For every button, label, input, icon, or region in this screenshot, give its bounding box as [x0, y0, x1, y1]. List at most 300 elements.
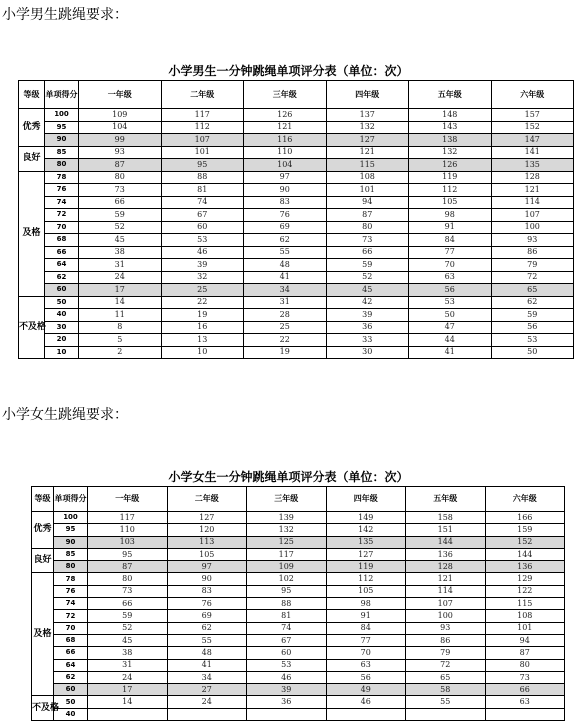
value-cell: 36: [247, 696, 327, 708]
score-cell: 70: [54, 622, 88, 634]
table-row: [19, 234, 574, 247]
value-cell: 112: [409, 184, 492, 197]
value-cell: 110: [244, 146, 327, 159]
grade-header: 一年级: [88, 487, 168, 512]
value-cell: 55: [244, 246, 327, 259]
table-row: [19, 334, 574, 347]
value-cell: 80: [88, 573, 168, 585]
header-row: [19, 81, 574, 109]
value-cell: 16: [161, 321, 244, 334]
value-cell: [167, 708, 247, 720]
value-cell: 115: [485, 598, 565, 610]
value-cell: 34: [244, 284, 327, 297]
value-cell: 127: [326, 134, 409, 147]
value-cell: 159: [485, 524, 565, 536]
value-cell: 112: [326, 573, 406, 585]
table-row: [19, 184, 574, 197]
value-cell: 97: [244, 171, 327, 184]
value-cell: 166: [485, 512, 565, 524]
value-cell: 32: [161, 271, 244, 284]
value-cell: 121: [406, 573, 486, 585]
grade-header: 二年级: [167, 487, 247, 512]
value-cell: 93: [406, 622, 486, 634]
value-cell: 105: [409, 196, 492, 209]
value-cell: 62: [244, 234, 327, 247]
value-cell: 117: [161, 109, 244, 122]
score-cell: 100: [45, 109, 79, 122]
points-header: 单项得分: [45, 81, 79, 109]
value-cell: 108: [485, 610, 565, 622]
grade-header: 三年级: [244, 81, 327, 109]
grade-header: 四年级: [326, 81, 409, 109]
score-cell: 85: [45, 146, 79, 159]
value-cell: 73: [79, 184, 162, 197]
value-cell: 87: [326, 209, 409, 222]
table-row: [32, 696, 565, 708]
value-cell: 74: [161, 196, 244, 209]
value-cell: 44: [409, 334, 492, 347]
grade-header: 五年级: [409, 81, 492, 109]
table-row: [32, 512, 565, 524]
score-cell: 80: [45, 159, 79, 172]
value-cell: 88: [247, 598, 327, 610]
score-cell: 10: [45, 346, 79, 359]
value-cell: 65: [406, 671, 486, 683]
value-cell: 27: [167, 684, 247, 696]
score-cell: 74: [45, 196, 79, 209]
value-cell: 34: [167, 671, 247, 683]
value-cell: 60: [247, 647, 327, 659]
value-cell: 147: [491, 134, 574, 147]
score-cell: 74: [54, 598, 88, 610]
value-cell: 76: [244, 209, 327, 222]
value-cell: 72: [491, 271, 574, 284]
table-row: [19, 209, 574, 222]
value-cell: 101: [485, 622, 565, 634]
girls-section-heading: 小学女生跳绳要求：: [2, 407, 128, 423]
table-row: [32, 598, 565, 610]
score-cell: 72: [45, 209, 79, 222]
table-row: [32, 573, 565, 585]
value-cell: 10: [161, 346, 244, 359]
value-cell: 66: [326, 246, 409, 259]
value-cell: 94: [485, 634, 565, 646]
value-cell: 93: [491, 234, 574, 247]
value-cell: 70: [326, 647, 406, 659]
value-cell: 17: [79, 284, 162, 297]
value-cell: 52: [326, 271, 409, 284]
grade-header: 三年级: [247, 487, 327, 512]
value-cell: 39: [326, 309, 409, 322]
boys-score-table: [18, 80, 574, 359]
table-row: [32, 536, 565, 548]
value-cell: 122: [485, 585, 565, 597]
value-cell: 90: [167, 573, 247, 585]
value-cell: 45: [326, 284, 409, 297]
score-cell: 95: [54, 524, 88, 536]
value-cell: 135: [491, 159, 574, 172]
value-cell: [326, 708, 406, 720]
value-cell: 113: [167, 536, 247, 548]
value-cell: 56: [491, 321, 574, 334]
value-cell: 107: [406, 598, 486, 610]
value-cell: 8: [79, 321, 162, 334]
value-cell: 22: [161, 296, 244, 309]
value-cell: 48: [167, 647, 247, 659]
value-cell: 14: [88, 696, 168, 708]
level-cell: 不及格: [32, 696, 54, 721]
value-cell: 14: [79, 296, 162, 309]
value-cell: 49: [326, 684, 406, 696]
score-cell: 60: [45, 284, 79, 297]
table-row: [19, 171, 574, 184]
value-cell: 149: [326, 512, 406, 524]
value-cell: 142: [326, 524, 406, 536]
value-cell: 56: [409, 284, 492, 297]
value-cell: 129: [485, 573, 565, 585]
value-cell: 114: [491, 196, 574, 209]
score-cell: 90: [54, 536, 88, 548]
value-cell: 107: [161, 134, 244, 147]
value-cell: 128: [406, 561, 486, 573]
value-cell: 17: [88, 684, 168, 696]
value-cell: 104: [244, 159, 327, 172]
value-cell: 13: [161, 334, 244, 347]
value-cell: 121: [491, 184, 574, 197]
level-cell: 及格: [19, 171, 45, 296]
table-row: [19, 321, 574, 334]
value-cell: 72: [406, 659, 486, 671]
girls-table-caption: 小学女生一分钟跳绳单项评分表（单位：次）: [168, 470, 409, 484]
value-cell: 138: [409, 134, 492, 147]
table-row: [19, 346, 574, 359]
value-cell: 66: [79, 196, 162, 209]
score-cell: 50: [45, 296, 79, 309]
value-cell: 42: [326, 296, 409, 309]
value-cell: 101: [161, 146, 244, 159]
score-cell: 78: [45, 171, 79, 184]
value-cell: 77: [409, 246, 492, 259]
value-cell: 132: [247, 524, 327, 536]
score-cell: 76: [54, 585, 88, 597]
table-row: [19, 109, 574, 122]
value-cell: 87: [88, 561, 168, 573]
value-cell: 151: [406, 524, 486, 536]
girls-score-table: [31, 486, 565, 721]
value-cell: 62: [167, 622, 247, 634]
value-cell: 52: [88, 622, 168, 634]
value-cell: [88, 708, 168, 720]
value-cell: 104: [79, 121, 162, 134]
table-row: [32, 634, 565, 646]
value-cell: 74: [247, 622, 327, 634]
value-cell: 120: [167, 524, 247, 536]
value-cell: 105: [167, 548, 247, 560]
value-cell: 121: [244, 121, 327, 134]
value-cell: 137: [326, 109, 409, 122]
level-cell: 优秀: [19, 109, 45, 147]
value-cell: 56: [326, 671, 406, 683]
table-row: [32, 684, 565, 696]
table-row: [19, 271, 574, 284]
value-cell: 67: [161, 209, 244, 222]
score-cell: 40: [45, 309, 79, 322]
value-cell: 107: [491, 209, 574, 222]
table-row: [19, 159, 574, 172]
value-cell: 136: [485, 561, 565, 573]
value-cell: 30: [326, 346, 409, 359]
value-cell: 143: [409, 121, 492, 134]
score-cell: 76: [45, 184, 79, 197]
value-cell: 116: [244, 134, 327, 147]
value-cell: 87: [79, 159, 162, 172]
table-row: [32, 659, 565, 671]
value-cell: 158: [406, 512, 486, 524]
value-cell: 79: [406, 647, 486, 659]
score-cell: 80: [54, 561, 88, 573]
value-cell: 55: [406, 696, 486, 708]
value-cell: 95: [247, 585, 327, 597]
value-cell: 19: [244, 346, 327, 359]
value-cell: 110: [88, 524, 168, 536]
value-cell: 24: [79, 271, 162, 284]
value-cell: 79: [491, 259, 574, 272]
header-row: [32, 487, 565, 512]
value-cell: 117: [88, 512, 168, 524]
value-cell: 148: [409, 109, 492, 122]
value-cell: 100: [491, 221, 574, 234]
table-row: [19, 309, 574, 322]
value-cell: 19: [161, 309, 244, 322]
value-cell: 77: [326, 634, 406, 646]
value-cell: 67: [247, 634, 327, 646]
value-cell: [247, 708, 327, 720]
value-cell: 24: [167, 696, 247, 708]
value-cell: 73: [485, 671, 565, 683]
value-cell: 65: [491, 284, 574, 297]
value-cell: 126: [244, 109, 327, 122]
score-cell: 40: [54, 708, 88, 720]
level-cell: 优秀: [32, 512, 54, 549]
value-cell: 98: [409, 209, 492, 222]
score-cell: 66: [54, 647, 88, 659]
value-cell: 53: [161, 234, 244, 247]
value-cell: 41: [244, 271, 327, 284]
value-cell: 101: [326, 184, 409, 197]
value-cell: 41: [167, 659, 247, 671]
value-cell: 86: [491, 246, 574, 259]
grade-header: 六年级: [491, 81, 574, 109]
table-row: [19, 296, 574, 309]
table-row: [32, 647, 565, 659]
score-cell: 50: [54, 696, 88, 708]
value-cell: 38: [88, 647, 168, 659]
table-row: [32, 622, 565, 634]
value-cell: 91: [326, 610, 406, 622]
value-cell: 157: [491, 109, 574, 122]
score-cell: 72: [54, 610, 88, 622]
table-row: [32, 610, 565, 622]
value-cell: 59: [326, 259, 409, 272]
value-cell: 39: [161, 259, 244, 272]
value-cell: 50: [491, 346, 574, 359]
value-cell: 108: [326, 171, 409, 184]
value-cell: 84: [326, 622, 406, 634]
value-cell: 22: [244, 334, 327, 347]
value-cell: 11: [79, 309, 162, 322]
value-cell: 119: [326, 561, 406, 573]
value-cell: 132: [326, 121, 409, 134]
value-cell: 98: [326, 598, 406, 610]
value-cell: 53: [409, 296, 492, 309]
value-cell: 80: [79, 171, 162, 184]
score-cell: 62: [45, 271, 79, 284]
value-cell: 109: [247, 561, 327, 573]
level-header: 等级: [32, 487, 54, 512]
value-cell: 136: [406, 548, 486, 560]
value-cell: 81: [161, 184, 244, 197]
value-cell: 73: [88, 585, 168, 597]
value-cell: 115: [326, 159, 409, 172]
value-cell: 97: [167, 561, 247, 573]
value-cell: 45: [79, 234, 162, 247]
value-cell: 31: [79, 259, 162, 272]
level-header: 等级: [19, 81, 45, 109]
level-cell: 良好: [19, 146, 45, 171]
score-cell: 62: [54, 671, 88, 683]
value-cell: 39: [247, 684, 327, 696]
value-cell: [406, 708, 486, 720]
level-cell: 良好: [32, 548, 54, 573]
value-cell: 69: [244, 221, 327, 234]
value-cell: 139: [247, 512, 327, 524]
value-cell: 59: [491, 309, 574, 322]
score-cell: 68: [54, 634, 88, 646]
value-cell: 52: [79, 221, 162, 234]
table-row: [32, 548, 565, 560]
value-cell: 91: [409, 221, 492, 234]
score-cell: 64: [45, 259, 79, 272]
value-cell: 128: [491, 171, 574, 184]
value-cell: 112: [161, 121, 244, 134]
score-cell: 20: [45, 334, 79, 347]
value-cell: 66: [88, 598, 168, 610]
value-cell: 58: [406, 684, 486, 696]
table-row: [19, 259, 574, 272]
value-cell: 66: [485, 684, 565, 696]
table-row: [19, 284, 574, 297]
value-cell: 127: [326, 548, 406, 560]
table-row: [32, 708, 565, 720]
value-cell: 99: [79, 134, 162, 147]
table-row: [19, 246, 574, 259]
value-cell: 86: [406, 634, 486, 646]
points-header: 单项得分: [54, 487, 88, 512]
table-row: [19, 221, 574, 234]
value-cell: 119: [409, 171, 492, 184]
value-cell: 135: [326, 536, 406, 548]
grade-header: 二年级: [161, 81, 244, 109]
value-cell: 95: [88, 548, 168, 560]
value-cell: 2: [79, 346, 162, 359]
grade-header: 四年级: [326, 487, 406, 512]
value-cell: 31: [88, 659, 168, 671]
score-cell: 70: [45, 221, 79, 234]
value-cell: 48: [244, 259, 327, 272]
value-cell: 144: [406, 536, 486, 548]
value-cell: 53: [247, 659, 327, 671]
value-cell: 125: [247, 536, 327, 548]
value-cell: 5: [79, 334, 162, 347]
value-cell: 83: [167, 585, 247, 597]
score-cell: 66: [45, 246, 79, 259]
value-cell: 38: [79, 246, 162, 259]
score-cell: 64: [54, 659, 88, 671]
score-cell: 68: [45, 234, 79, 247]
value-cell: 46: [161, 246, 244, 259]
value-cell: 41: [409, 346, 492, 359]
grade-header: 五年级: [406, 487, 486, 512]
score-cell: 85: [54, 548, 88, 560]
value-cell: 36: [326, 321, 409, 334]
score-cell: 60: [54, 684, 88, 696]
value-cell: 69: [167, 610, 247, 622]
grade-header: 六年级: [485, 487, 565, 512]
value-cell: [485, 708, 565, 720]
score-cell: 30: [45, 321, 79, 334]
table-row: [32, 561, 565, 573]
value-cell: 70: [409, 259, 492, 272]
value-cell: 28: [244, 309, 327, 322]
score-cell: 95: [45, 121, 79, 134]
table-row: [32, 524, 565, 536]
value-cell: 94: [326, 196, 409, 209]
value-cell: 45: [88, 634, 168, 646]
score-cell: 100: [54, 512, 88, 524]
value-cell: 103: [88, 536, 168, 548]
value-cell: 59: [88, 610, 168, 622]
level-cell: 及格: [32, 573, 54, 696]
table-row: [19, 121, 574, 134]
value-cell: 126: [409, 159, 492, 172]
boys-section-heading: 小学男生跳绳要求：: [2, 7, 128, 23]
value-cell: 25: [244, 321, 327, 334]
value-cell: 90: [244, 184, 327, 197]
value-cell: 132: [409, 146, 492, 159]
value-cell: 93: [79, 146, 162, 159]
value-cell: 50: [409, 309, 492, 322]
value-cell: 114: [406, 585, 486, 597]
score-cell: 90: [45, 134, 79, 147]
table-row: [19, 134, 574, 147]
value-cell: 63: [409, 271, 492, 284]
value-cell: 25: [161, 284, 244, 297]
value-cell: 105: [326, 585, 406, 597]
table-row: [32, 671, 565, 683]
value-cell: 47: [409, 321, 492, 334]
value-cell: 127: [167, 512, 247, 524]
value-cell: 73: [326, 234, 409, 247]
value-cell: 63: [326, 659, 406, 671]
value-cell: 76: [167, 598, 247, 610]
value-cell: 83: [244, 196, 327, 209]
grade-header: 一年级: [79, 81, 162, 109]
value-cell: 80: [485, 659, 565, 671]
value-cell: 100: [406, 610, 486, 622]
value-cell: 62: [491, 296, 574, 309]
value-cell: 46: [247, 671, 327, 683]
level-cell: 不及格: [19, 296, 45, 359]
